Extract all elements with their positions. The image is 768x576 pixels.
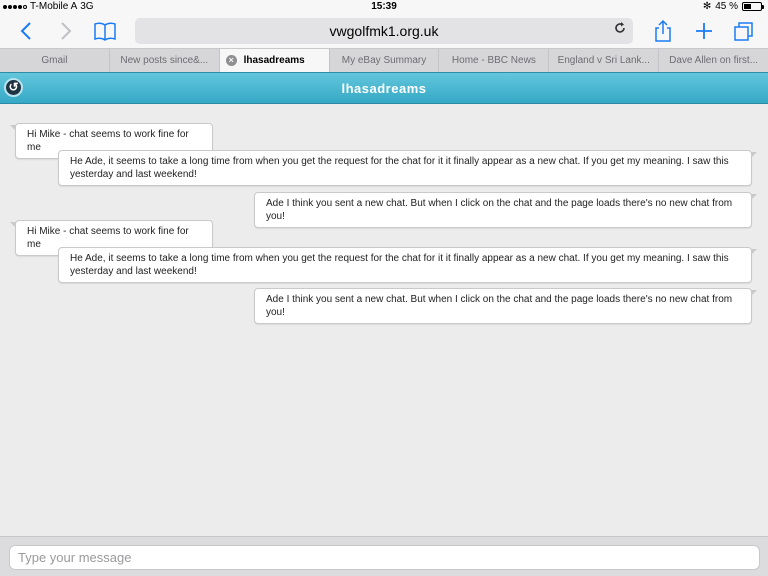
share-icon [654,19,672,43]
chat-header [0,72,768,104]
chevron-right-icon [60,21,72,41]
bluetooth-icon: ✻ [702,1,712,12]
battery-icon [742,2,762,11]
reload-icon [613,21,627,35]
tab-lhasadreams[interactable] [220,49,330,72]
message-text: Ade I think you sent a new chat. But when I click on the chat and the page loads there's no new chat from you! [266,294,733,318]
battery-percent: 45 % [715,1,738,12]
reload-button[interactable] [613,21,627,40]
tab-new-posts[interactable] [110,49,220,72]
message-list [0,105,768,535]
network-type: 3G [80,1,94,12]
tab-label: New posts since&... [120,55,209,66]
tab-gmail[interactable] [0,49,110,72]
browser-toolbar [0,14,768,48]
tab-bar [0,48,768,72]
message-text: Hi Mike - chat seems to work fine for me [27,226,189,250]
message-composer [0,536,768,576]
book-icon [93,21,117,41]
tab-england-sri-lanka[interactable] [549,49,659,72]
message-outgoing [254,288,752,324]
tab-label: Home - BBC News [451,55,536,66]
forward-button[interactable] [52,17,80,45]
message-text: Ade I think you sent a new chat. But when I click on the chat and the page loads there's no new chat from you! [266,198,733,222]
back-arrow-icon: ↺ [8,80,19,94]
clock: 15:39 [371,1,397,12]
message-text: He Ade, it seems to take a long time from when you get the request for the chat for it it finally appear as a new chat. If you get my meaning. I saw this yesterday and last weekend! [70,253,729,277]
message-outgoing [58,150,752,186]
share-button[interactable] [649,17,677,45]
chevron-left-icon [20,21,32,41]
status-bar [0,0,768,14]
new-tab-button[interactable] [690,17,718,45]
carrier-name: T-Mobile A [30,1,78,12]
tab-label: England v Sri Lank... [557,55,650,66]
message-text: Hi Mike - chat seems to work fine for me [27,129,189,153]
address-bar[interactable] [135,18,633,44]
tab-bbc-news[interactable] [439,49,549,72]
message-outgoing [58,247,752,283]
plus-icon [694,21,714,41]
battery-fill [744,4,751,9]
tab-label: My eBay Summary [341,55,427,66]
close-tab-icon[interactable]: × [226,55,237,66]
tab-label: Dave Allen on first... [669,55,759,66]
tab-ebay[interactable] [330,49,440,72]
message-outgoing [254,192,752,228]
tabs-icon [733,20,755,42]
message-input[interactable] [9,545,760,570]
message-text: He Ade, it seems to take a long time from when you get the request for the chat for it it finally appear as a new chat. If you get my meaning. I saw this yesterday and last weekend! [70,156,729,180]
tabs-overview-button[interactable] [730,17,758,45]
bookmarks-button[interactable] [91,17,119,45]
back-button[interactable] [12,17,40,45]
chat-title: lhasadreams [341,81,427,96]
status-right [703,1,762,12]
tab-label: lhasadreams [243,55,305,66]
tab-label: Gmail [41,55,68,66]
tab-dave-allen[interactable] [659,49,768,72]
url-text: vwgolfmk1.org.uk [329,23,439,39]
